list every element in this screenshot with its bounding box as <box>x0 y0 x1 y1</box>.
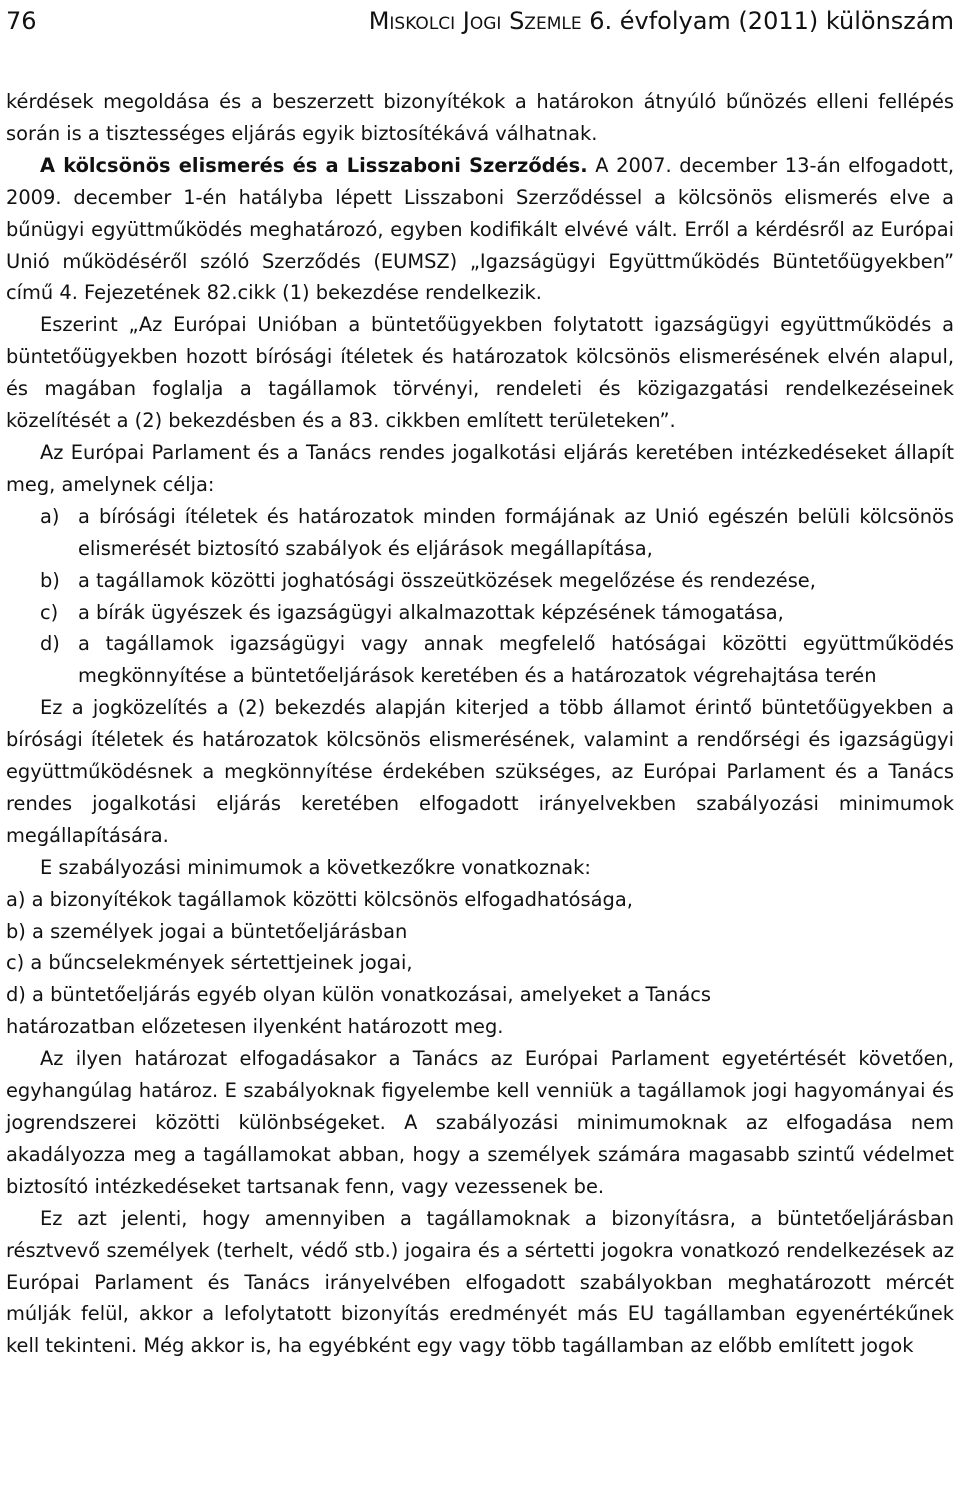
paragraph-1: kérdések megoldása és a beszerzett bizonyítékok a határokon átnyúló bűnözés elleni fellépés során is a tisztességes eljárás egyik biztosítékává válhatnak. <box>6 90 954 145</box>
list-label: b) <box>40 568 60 592</box>
paragraph-8: Ez azt jelenti, hogy amennyiben a tagállamoknak a bizonyításra, a büntetőeljárásban résztvevő személyek (terhelt, védő stb.) jogaira és a sértetti jogokra vonatkozó rendelkezések az Európai Parlament és Tanács irányelvében elfogadott szabályokban meghatározott mércét múlják felül, akkor a lefolytatott bizonyítás eredményét más EU tagállamban egyenértékűnek kell tekinteni. Még akkor is, ha egyébként egy vagy több tagállamban az előbb említett jogok <box>6 1206 954 1358</box>
paragraph-5: Ez a jogközelítés a (2) bekezdés alapján kiterjed a több államot érintő büntetőügyekben a bírósági ítéletek és határozatok kölcsönös elismerésének, valamint a rendőrségi és igazságügyi együttműködésnek a megkönnyítése érdekében szükséges, az Európai Parlament és a Tanács rendes jogalkotási eljárás keretében elfogadott irányelvekben szabályozási minimumok megállapítására. <box>6 696 954 847</box>
list-text: a bírák ügyészek és igazságügyi alkalmazottak képzésének támogatása, <box>78 600 784 624</box>
paragraph-7: Az ilyen határozat elfogadásakor a Tanács az Európai Parlament egyetértését követően, egyhangúlag határoz. E szabályoknak figyelembe kell venniük a tagállamok jogi hagyományai és jogrendszerei közötti különbségeket. A szabályozási minimumoknak az elfogadása nem akadályozza meg a tagállamokat abban, hogy a személyek számára magasabb szintű védelmet biztosító intézkedéseket tartsanak fenn, vagy vezessenek be. <box>6 1047 954 1198</box>
list-text: a tagállamok igazságügyi vagy annak megfelelő hatóságai közötti együttműködés megkönnyítése a büntetőeljárások keretében és a határozatok végrehajtása terén <box>78 632 954 688</box>
section-heading: A kölcsönös elismerés és a Lisszaboni Szerződés. <box>40 153 588 177</box>
journal-issue: 6. évfolyam (2011) különszám <box>589 7 954 35</box>
paragraph-2-text: A 2007. december 13-án elfogadott, 2009. december 1-én hatályba lépett Lisszaboni Szerződéssel a kölcsönös elismerés elve a bűnügyi együttműködés meghatározó, egyben kodifikált elvévé vált. Erről a kérdésről az Európai Unió működéséről szóló Szerződés (EUMSZ) „Igazságügyi Együttműködés Büntetőügyekben” című 4. Fejezetének 82.cikk (1) bekezdése rendelkezik. <box>6 153 954 305</box>
list-item-d <box>40 628 954 692</box>
paragraph-4: Az Európai Parlament és a Tanács rendes jogalkotási eljárás keretében intézkedéseket állapít meg, amelynek célja: <box>6 440 954 496</box>
list-label: c) <box>40 600 59 624</box>
list-text: a bírósági ítéletek és határozatok minden formájának az Unió egészén belüli kölcsönös elismerését biztosító szabályok és eljárások megállapítása, <box>78 504 954 560</box>
paragraph-6: E szabályozási minimumok a következőkre vonatkoznak: <box>40 855 591 879</box>
minimum-item-b: b) a személyek jogai a büntetőeljárásban <box>6 919 408 943</box>
list-item-a <box>40 501 954 565</box>
minimum-item-d: d) a büntetőeljárás egyéb olyan külön vonatkozásai, amelyeket a Tanács <box>6 983 711 1007</box>
running-header <box>6 4 954 38</box>
minimum-item-c: c) a bűncselekmények sértettjeinek jogai, <box>6 951 413 975</box>
page-number: 76 <box>6 7 37 35</box>
journal-title <box>369 4 954 38</box>
paragraph-3: Eszerint „Az Európai Unióban a büntetőügyekben folytatott igazságügyi együttműködés a büntetőügyekben hozott bírósági ítéletek és határozatok kölcsönös elismerésének elvén alapul, és magában foglalja a tagállamok törvényi, rendeleti és közigazgatási rendelkezéseinek közelítését a (2) bekezdésben és a 83. cikkben említett területeken”. <box>6 313 954 433</box>
body-text <box>6 86 954 1362</box>
paragraph-2 <box>6 150 954 310</box>
minimum-item-a: a) a bizonyítékok tagállamok közötti kölcsönös elfogadhatósága, <box>6 887 633 911</box>
list-item-b <box>40 565 954 597</box>
journal-name: Miskolci Jogi Szemle <box>368 7 582 35</box>
list-item-c <box>40 597 954 629</box>
list-label: d) <box>40 632 60 656</box>
list-label: a) <box>40 504 60 528</box>
list-text: a tagállamok közötti joghatósági összeütközések megelőzése és rendezése, <box>78 568 816 592</box>
minimum-item-d-continuation: határozatban előzetesen ilyenként határozott meg. <box>6 1015 504 1039</box>
